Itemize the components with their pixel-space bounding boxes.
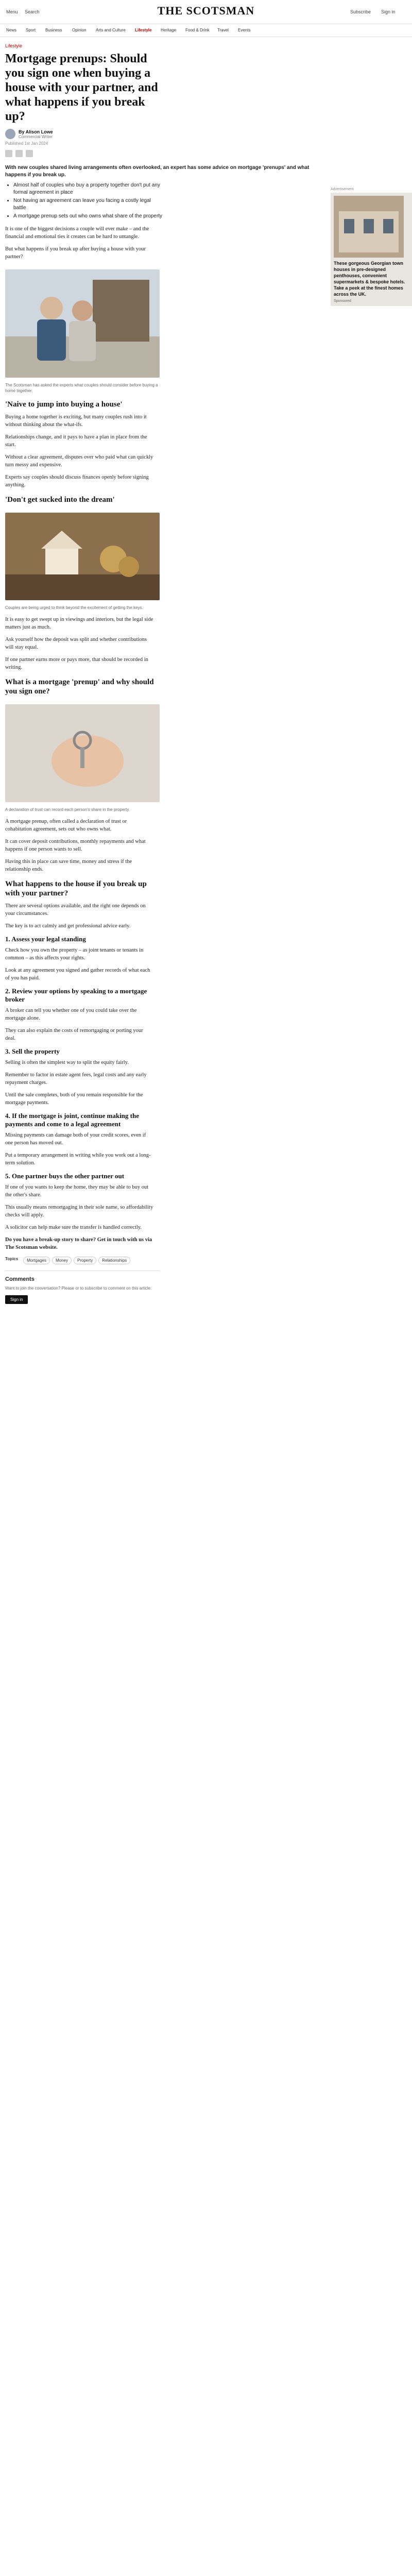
paragraph: Missing payments can damage both of your credit scores, even if one person has moved out. bbox=[5, 1132, 146, 1146]
section-navigation bbox=[0, 24, 412, 37]
key-point: • A mortgage prenup sets out who owns what share of the property bbox=[13, 213, 163, 220]
comments-title: Comments bbox=[5, 1276, 35, 1282]
paragraph: Check how you own the property – as joint tenants or tenants in common – as this affects your rights. bbox=[5, 947, 144, 961]
sponsored-promo[interactable] bbox=[331, 193, 412, 306]
paragraph: It can cover deposit contributions, monthly repayments and what happens if one person wants to sell. bbox=[5, 839, 146, 852]
image-caption: The Scotsman has asked the experts what couples should consider before buying a home together. bbox=[5, 383, 158, 393]
paragraph: Ask yourself how the deposit was split and whether contributions will stay equal. bbox=[5, 637, 147, 650]
paragraph: Experts say couples should discuss finances openly before signing anything. bbox=[5, 474, 149, 488]
top-navigation bbox=[0, 0, 412, 24]
nav-arts[interactable]: Arts and Culture bbox=[96, 28, 126, 32]
nav-events[interactable]: Events bbox=[238, 28, 251, 32]
nav-food-drink[interactable]: Food & Drink bbox=[185, 28, 210, 32]
topic-tag[interactable]: Mortgages bbox=[23, 1257, 50, 1264]
subsection-heading: 4. If the mortgage is joint, continue making the payments and come to a legal agreement bbox=[5, 1112, 139, 1128]
topic-tag[interactable]: Property bbox=[74, 1257, 96, 1264]
paragraph: Look at any agreement you signed and gather records of what each of you has paid. bbox=[5, 968, 150, 981]
promo-image bbox=[334, 196, 404, 258]
author-name[interactable]: By Alison Lowe bbox=[19, 129, 53, 134]
paragraph: The key is to act calmly and get professional advice early. bbox=[5, 923, 131, 929]
paragraph: A broker can tell you whether one of you could take over the mortgage alone. bbox=[5, 1008, 137, 1021]
paragraph: Remember to factor in estate agent fees, legal costs and any early repayment charges. bbox=[5, 1072, 147, 1086]
search-button[interactable]: Search bbox=[25, 9, 40, 14]
paragraph: They can also explain the costs of remortgaging or porting your deal. bbox=[5, 1028, 143, 1041]
paragraph: There are several options available, and the right one depends on your circumstances. bbox=[5, 903, 146, 917]
nav-lifestyle[interactable]: Lifestyle bbox=[135, 28, 152, 32]
subscribe-button[interactable]: Subscribe bbox=[350, 9, 371, 14]
section-heading: What is a mortgage 'prenup' and why should you sign one? bbox=[5, 678, 154, 696]
subsection-heading: 3. Sell the property bbox=[5, 1047, 60, 1055]
nav-sport[interactable]: Sport bbox=[26, 28, 36, 32]
section-heading: What happens to the house if you break up with your partner? bbox=[5, 880, 147, 897]
ad-label: Advertisement bbox=[331, 188, 354, 191]
facebook-share-icon[interactable] bbox=[5, 150, 12, 157]
comments-sign-in-button[interactable]: Sign in bbox=[5, 1295, 28, 1304]
subsection-heading: 1. Assess your legal standing bbox=[5, 935, 86, 943]
paragraph: Put a temporary arrangement in writing while you work out a long-term solution. bbox=[5, 1153, 151, 1166]
image-caption: A declaration of trust can record each person's share in the property. bbox=[5, 807, 130, 812]
topics-label: Topics bbox=[5, 1257, 19, 1261]
section-heading: 'Don't get sucked into the dream' bbox=[5, 496, 115, 504]
publish-date: Published 1st Jan 2024 bbox=[5, 141, 48, 146]
email-share-icon[interactable] bbox=[26, 150, 33, 157]
paragraph: It is one of the biggest decisions a couple will ever make – and the financial and emotional ties it creates can be hard to untangle. bbox=[5, 226, 149, 240]
article-title: Mortgage prenups: Should you sign one when buying a house with your partner, and what happens if you break up? bbox=[5, 52, 158, 123]
key-points bbox=[13, 182, 163, 220]
subsection-heading: 2. Review your options by speaking to a mortgage broker bbox=[5, 987, 147, 1003]
menu-button[interactable]: Menu bbox=[6, 9, 18, 14]
paragraph: This usually means remortgaging in their sole name, so affordability checks will apply. bbox=[5, 1205, 153, 1218]
article-main bbox=[5, 38, 324, 1311]
topic-tag[interactable]: Money bbox=[52, 1257, 72, 1264]
image-caption: Couples are being urged to think beyond the excitement of getting the keys. bbox=[5, 605, 143, 610]
paragraph: Relationships change, and it pays to have a plan in place from the start. bbox=[5, 434, 147, 448]
key-point: • Almost half of couples who buy a property together don't put any formal agreement in place bbox=[13, 182, 163, 196]
breadcrumb[interactable]: Lifestyle bbox=[5, 43, 23, 48]
paragraph: Until the sale completes, both of you remain responsible for the mortgage payments. bbox=[5, 1092, 143, 1106]
paragraph: But what happens if you break up after buying a house with your partner? bbox=[5, 246, 146, 260]
hero-photo bbox=[5, 269, 160, 378]
site-logo[interactable]: THE SCOTSMAN bbox=[157, 4, 255, 17]
paragraph: Buying a home together is exciting, but many couples rush into it without thinking about the what-ifs. bbox=[5, 414, 147, 428]
standfirst: With new couples shared living arrangements often overlooked, an expert has some advice on mortgage 'prenups' and what happens if you break up. bbox=[5, 165, 310, 178]
key-point: • Not having an agreement can leave you facing a costly legal battle bbox=[13, 197, 163, 212]
paragraph: Without a clear agreement, disputes over who paid what can quickly turn messy and expensive. bbox=[5, 454, 153, 468]
paragraph: It is easy to get swept up in viewings and interiors, but the legal side matters just as much. bbox=[5, 617, 153, 630]
share-bar bbox=[5, 150, 324, 157]
subsection-heading: 5. One partner buys the other partner out bbox=[5, 1172, 125, 1180]
author-role: Commercial Writer bbox=[19, 134, 53, 139]
sidebar bbox=[331, 38, 407, 310]
paragraph: A mortgage prenup, often called a declaration of trust or cohabitation agreement, sets out who owns what. bbox=[5, 819, 127, 832]
paragraph: Selling is often the simplest way to split the equity fairly. bbox=[5, 1060, 129, 1065]
nav-heritage[interactable]: Heritage bbox=[161, 28, 177, 32]
paragraph: A solicitor can help make sure the transfer is handled correctly. bbox=[5, 1225, 142, 1230]
comments-section bbox=[5, 1270, 160, 1304]
keys-photo bbox=[5, 704, 160, 802]
nav-news[interactable]: News bbox=[6, 28, 17, 32]
house-coins-photo bbox=[5, 513, 160, 600]
paragraph: If one of you wants to keep the home, they may be able to buy out the other's share. bbox=[5, 1184, 149, 1198]
twitter-share-icon[interactable] bbox=[15, 150, 23, 157]
author-byline bbox=[5, 129, 324, 139]
author-avatar bbox=[5, 129, 15, 139]
promo-brand: Sponsored bbox=[334, 299, 351, 303]
nav-opinion[interactable]: Opinion bbox=[72, 28, 87, 32]
sign-in-button[interactable]: Sign in bbox=[381, 9, 396, 14]
topics-bar bbox=[5, 1257, 160, 1264]
section-heading: 'Naive to jump into buying a house' bbox=[5, 400, 123, 409]
topic-tag[interactable]: Relationships bbox=[98, 1257, 130, 1264]
nav-travel[interactable]: Travel bbox=[217, 28, 229, 32]
paragraph: If one partner earns more or pays more, that should be recorded in writing. bbox=[5, 657, 148, 670]
paragraph: Having this in place can save time, money and stress if the relationship ends. bbox=[5, 859, 132, 872]
nav-business[interactable]: Business bbox=[45, 28, 62, 32]
closing-note: Do you have a break-up story to share? Get in touch with us via The Scotsman website. bbox=[5, 1237, 152, 1250]
promo-title[interactable]: These gorgeous Georgian town houses in pre-designed penthouses, convenient supermarkets & bespoke hotels. Take a peek at the finest homes across the UK. bbox=[334, 261, 405, 297]
comments-prompt: Want to join the conversation? Please or to subscribe to comment on this article. bbox=[5, 1286, 152, 1291]
